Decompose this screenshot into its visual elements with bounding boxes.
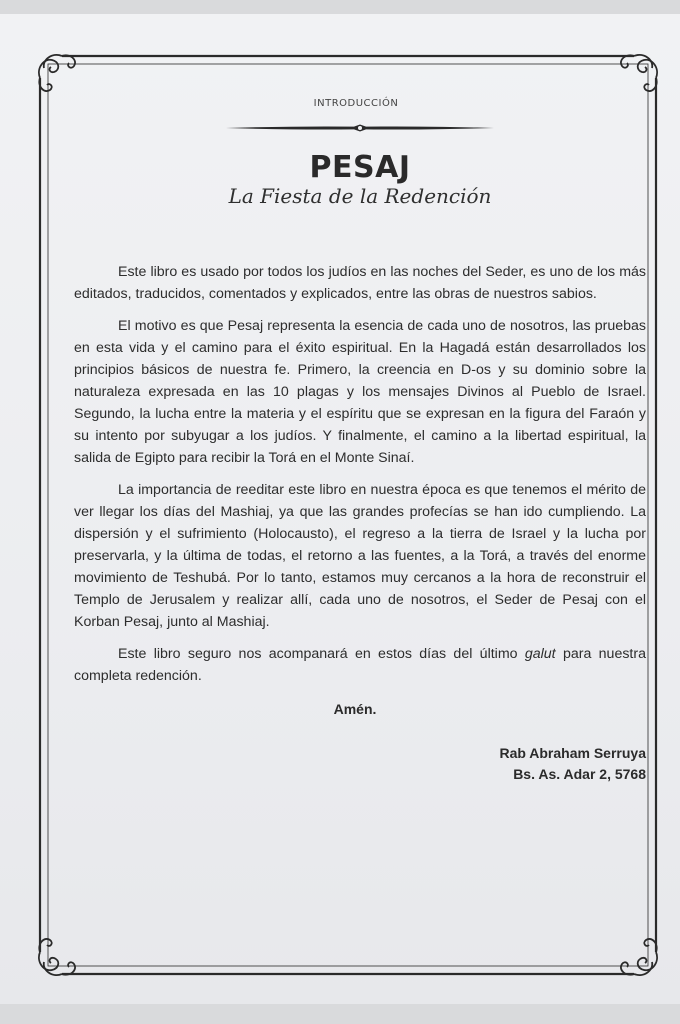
signature-block xyxy=(74,743,646,785)
paragraph-4-end: para nuestra completa redención. xyxy=(74,646,646,684)
paragraph-4-start: Este libro seguro nos acompanará en estos días del último xyxy=(118,646,525,662)
signature-place-date: Bs. As. Adar 2, 5768 xyxy=(513,766,646,782)
page-subtitle: La Fiesta de la Redención xyxy=(228,184,492,208)
page-content xyxy=(74,98,646,785)
page-title: PESAJ xyxy=(309,150,411,185)
paragraph-4-emphasis: galut xyxy=(524,646,556,662)
closing-word: Amén. xyxy=(333,701,377,717)
body-text xyxy=(74,261,646,687)
page-sheet xyxy=(0,14,680,1004)
section-label: INTRODUCCIÓN xyxy=(313,98,399,109)
signature-name: Rab Abraham Serruya xyxy=(499,745,646,761)
paragraph-3: La importancia de reeditar este libro en nuestra época es que tenemos el mérito de ver llegar los días del Mashiaj, ya que las grandes profecías se han ido cumpliendo. La dispersión y el sufrimiento (Holocausto), el regreso a la tierra de Israel y la lucha por preservarla, y la última de todas, el retorno a las fuentes, a la Torá, a través del enorme movimiento de Teshubá. Por lo tanto, estamos muy cercanos a la hora de reconstruir el Templo de Jerusalem y realizar allí, cada uno de nosotros, el Seder de Pesaj con el Korban Pesaj, junto al Mashiaj. xyxy=(74,482,646,630)
decorative-rule-icon xyxy=(226,123,494,133)
paragraph-4 xyxy=(74,643,646,687)
paragraph-1: Este libro es usado por todos los judíos en las noches del Seder, es uno de los más editados, traducidos, comentados y explicados, entre las obras de nuestros sabios. xyxy=(74,264,646,302)
paragraph-2: El motivo es que Pesaj representa la esencia de cada uno de nosotros, las pruebas en esta vida y el camino para el éxito espiritual. En la Hagadá están desarrollados los principios básicos de nuestra fe. Primero, la creencia en D-os y su dominio sobre la naturaleza expresada en las 10 plagas y los mensajes Divinos al Pueblo de Israel. Segundo, la lucha entre la materia y el espíritu que se expresan en la figura del Faraón y su intento por subyugar a los judíos. Y finalmente, el camino a la libertad espiritual, la salida de Egipto para recibir la Torá en el Monte Sinaí. xyxy=(74,318,646,466)
